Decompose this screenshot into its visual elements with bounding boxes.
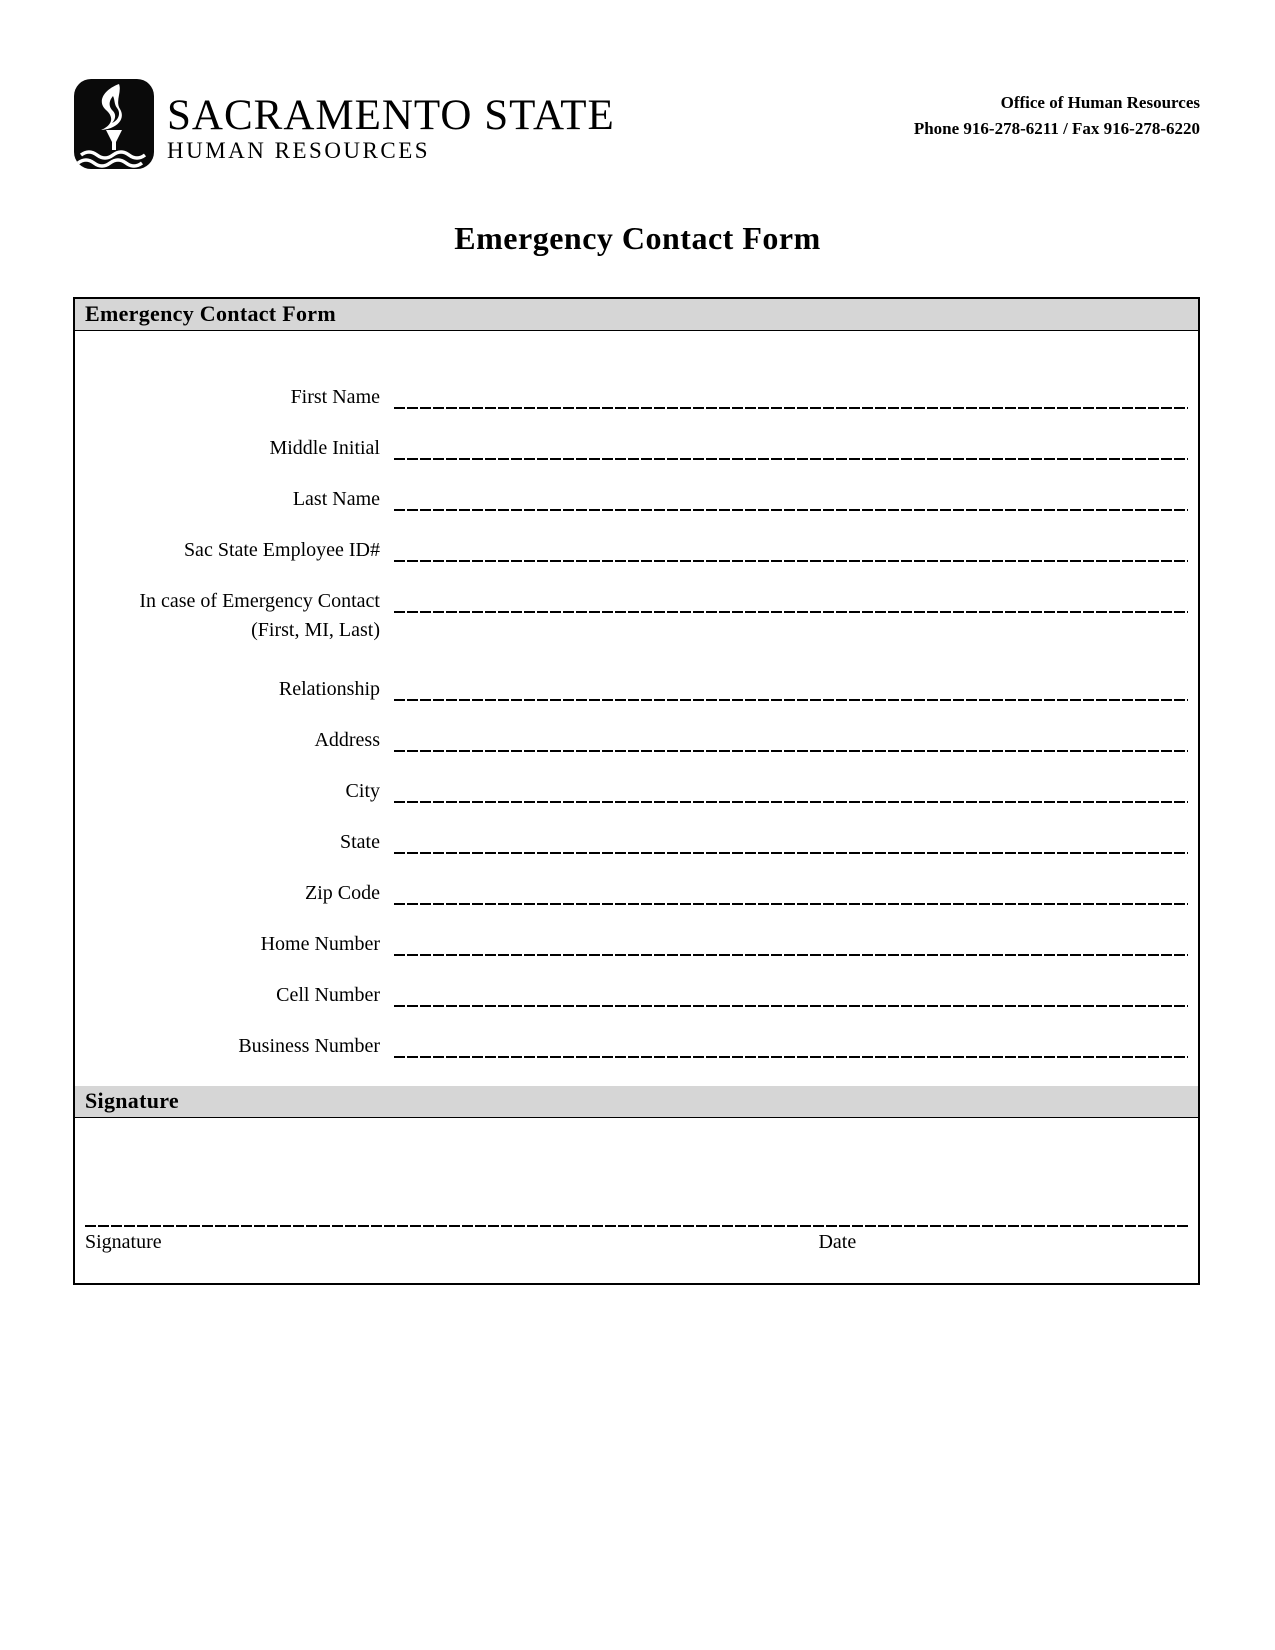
signature-label: Signature: [85, 1231, 162, 1253]
field-label-main: In case of Emergency Contact: [139, 590, 380, 612]
torch-badge-icon: [73, 78, 155, 170]
signature-labels: [85, 1231, 1188, 1259]
address-input-line[interactable]: [394, 729, 1188, 752]
relationship-input-line[interactable]: [394, 678, 1188, 701]
field-row-middle-initial: [85, 437, 1188, 460]
field-label: First Name: [290, 386, 380, 408]
last-name-input-line[interactable]: [394, 488, 1188, 511]
section-header-signature: Signature: [75, 1086, 1198, 1118]
date-label: Date: [818, 1231, 857, 1253]
first-name-input-line[interactable]: [394, 386, 1188, 409]
city-input-line[interactable]: [394, 780, 1188, 803]
signature-area: [75, 1118, 1198, 1283]
field-label: Relationship: [278, 678, 380, 700]
emergency-contact-input-line[interactable]: [394, 590, 1188, 613]
logo-text: [167, 78, 615, 165]
field-label: Cell Number: [276, 984, 380, 1006]
field-row-last-name: [85, 488, 1188, 511]
logo-org-name: SACRAMENTO STATE: [167, 92, 615, 139]
cell-number-input-line[interactable]: [394, 984, 1188, 1007]
office-phone-fax: Phone 916-278-6211 / Fax 916-278-6220: [913, 118, 1200, 138]
logo-division: HUMAN RESOURCES: [167, 138, 431, 163]
field-row-employee-id: [85, 539, 1188, 562]
field-row-city: [85, 780, 1188, 803]
page-header: [0, 0, 1275, 170]
field-row-cell-number: [85, 984, 1188, 1007]
section-header-emergency-contact: Emergency Contact Form: [75, 299, 1198, 331]
field-label: Zip Code: [305, 882, 380, 904]
field-label: [85, 590, 380, 642]
field-row-address: [85, 729, 1188, 752]
field-row-business-number: [85, 1035, 1188, 1058]
form-fields: [75, 331, 1198, 1058]
field-label: City: [345, 780, 380, 802]
field-row-home-number: [85, 933, 1188, 956]
field-row-emergency-contact: [85, 590, 1188, 642]
business-number-input-line[interactable]: [394, 1035, 1188, 1058]
field-row-first-name: [85, 386, 1188, 409]
field-label: Sac State Employee ID#: [183, 539, 380, 561]
employee-id-input-line[interactable]: [394, 539, 1188, 562]
page-title: Emergency Contact Form: [454, 220, 821, 256]
office-name: Office of Human Resources: [1000, 93, 1200, 112]
sacramento-state-logo: [73, 78, 615, 170]
field-label: Home Number: [260, 933, 380, 955]
home-number-input-line[interactable]: [394, 933, 1188, 956]
office-contact-info: [914, 78, 1200, 141]
field-row-zip-code: [85, 882, 1188, 905]
emergency-contact-form-box: [73, 297, 1200, 1285]
field-label: Address: [314, 729, 380, 751]
field-label-sub: (First, MI, Last): [251, 619, 380, 641]
middle-initial-input-line[interactable]: [394, 437, 1188, 460]
field-label: State: [340, 831, 380, 853]
field-row-state: [85, 831, 1188, 854]
field-label: Business Number: [238, 1035, 380, 1057]
field-row-relationship: [85, 678, 1188, 701]
field-label: Middle Initial: [269, 437, 380, 459]
state-input-line[interactable]: [394, 831, 1188, 854]
signature-input-line[interactable]: [85, 1225, 1188, 1227]
field-label: Last Name: [292, 488, 380, 510]
zip-code-input-line[interactable]: [394, 882, 1188, 905]
